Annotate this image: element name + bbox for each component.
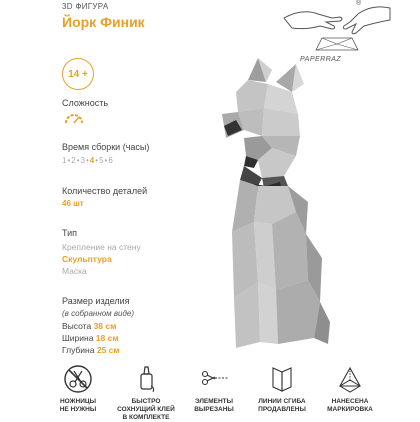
category-label: 3D ФИГУРА	[62, 2, 109, 11]
feature-marking: НАНЕСЕНА МАРКИРОВКА	[318, 362, 382, 414]
size-row	[62, 321, 116, 331]
size-row-value: 38 см	[93, 321, 117, 331]
parts-count-label: Количество деталей	[62, 186, 148, 196]
feature-glue: БЫСТРО СОХНУЩИЙ КЛЕЙ В КОМПЛЕКТЕ	[114, 362, 178, 422]
size-row	[62, 345, 120, 355]
assembly-time-label: Время сборки (часы)	[62, 142, 150, 152]
marking-icon	[335, 364, 365, 394]
feature-no-scissors: НОЖНИЦЫ НЕ НУЖНЫ	[46, 362, 110, 414]
type-option: Маска	[62, 266, 87, 276]
fold-lines-icon	[267, 364, 297, 394]
brand-name: PAPERRAZ	[300, 56, 342, 63]
hours-value: 5	[99, 156, 104, 165]
difficulty-gauge-icon	[64, 111, 84, 125]
type-label: Тип	[62, 228, 78, 238]
hours-separator: •	[104, 156, 108, 165]
parts-count-value: 46 шт	[62, 199, 84, 208]
feature-fold-lines: ЛИНИИ СГИБА ПРОДАВЛЕНЫ	[250, 362, 314, 414]
size-label: Размер изделия	[62, 296, 130, 306]
glue-icon	[131, 364, 161, 394]
hours-value: 6	[108, 156, 113, 165]
size-row	[62, 333, 119, 343]
size-row-name: Глубина	[62, 345, 97, 355]
size-row-value: 18 см	[95, 333, 119, 343]
difficulty-label: Сложность	[62, 98, 109, 108]
age-badge: 14 +	[62, 58, 94, 90]
registered-mark: ®	[356, 0, 362, 7]
hours-value: 2	[71, 156, 76, 165]
feature-cut-elements: ЭЛЕМЕНТЫ ВЫРЕЗАНЫ	[182, 362, 246, 414]
type-option: Скульптура	[62, 254, 112, 264]
size-row-name: Высота	[62, 321, 94, 331]
hours-separator: •	[76, 156, 80, 165]
type-option: Крепление на стену	[62, 242, 141, 252]
hours-value: 4	[89, 156, 95, 165]
size-row-name: Ширина	[62, 333, 96, 343]
hours-separator: •	[67, 156, 71, 165]
hours-separator: •	[95, 156, 99, 165]
product-title: Йорк Финик	[62, 14, 145, 30]
size-row-value: 25 см	[96, 345, 120, 355]
size-note: (в собранном виде)	[62, 309, 135, 318]
dog-figure-image	[188, 52, 338, 352]
cut-elements-icon	[199, 364, 229, 394]
no-scissors-icon	[63, 364, 93, 394]
hours-value: 1	[62, 156, 67, 165]
assembly-hours	[62, 156, 114, 165]
hours-separator: •	[85, 156, 89, 165]
features-strip	[46, 362, 386, 420]
hours-value: 3	[80, 156, 85, 165]
